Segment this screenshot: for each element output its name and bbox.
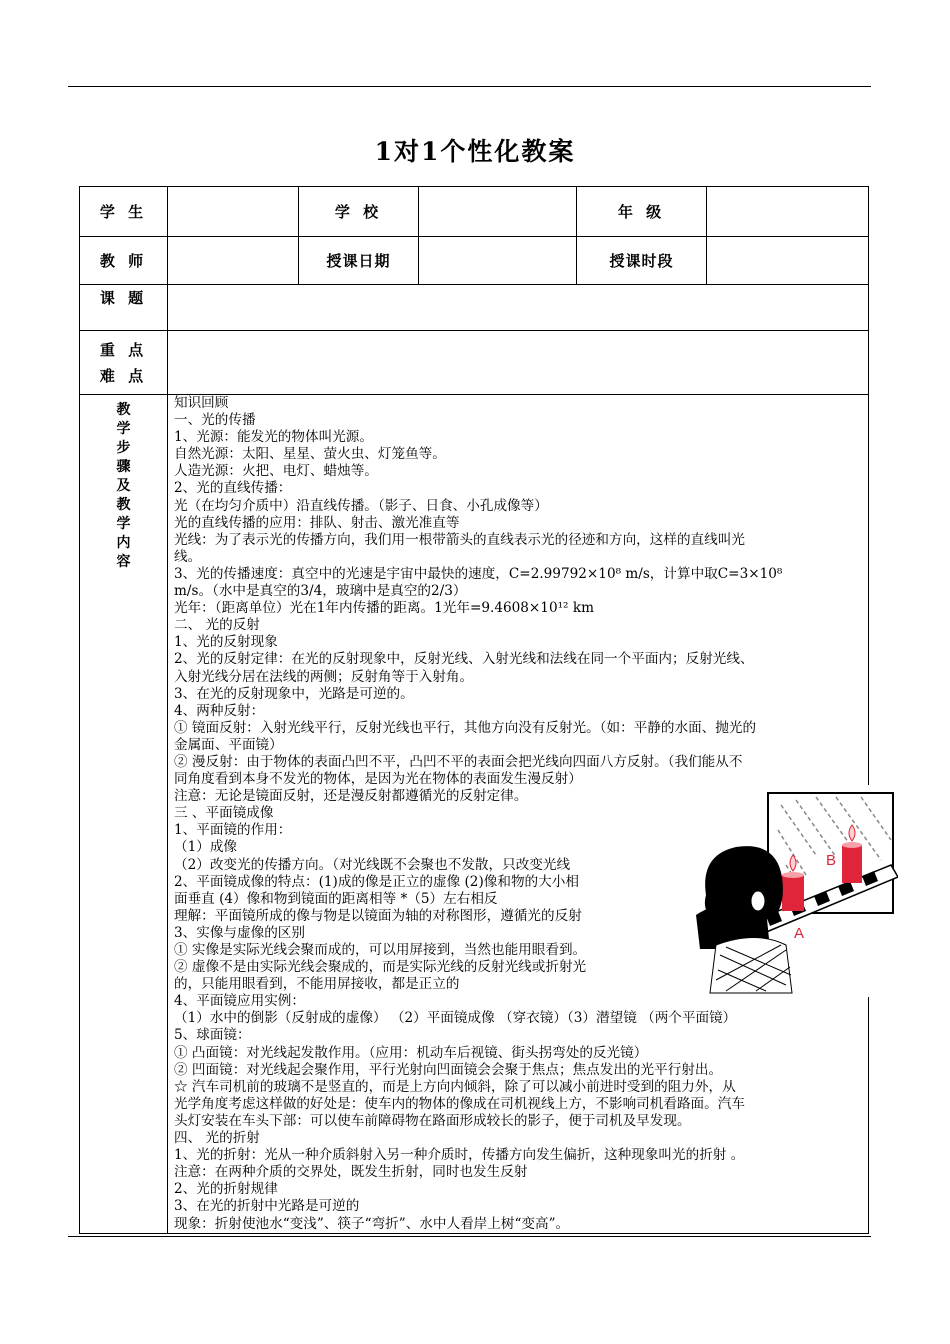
footer-rule: [68, 1236, 871, 1237]
content-line: 光的直线传播的应用：排队、射击、激光准直等: [174, 514, 460, 531]
info-row-1: [80, 187, 869, 237]
content-line: 5、球面镜：: [174, 1027, 251, 1044]
key-points-field[interactable]: [168, 331, 869, 395]
content-line: 金属面、平面镜）: [174, 736, 283, 753]
grade-field[interactable]: [707, 187, 869, 237]
teacher-field[interactable]: [168, 237, 299, 285]
page-title: 1对1个性化教案: [374, 137, 576, 166]
topic-row: [80, 285, 869, 331]
student-field[interactable]: [168, 187, 299, 237]
content-line: 头灯安装在车头下部：可以使车前障碍物在路面形成较长的影子，便于司机及早发现。: [174, 1112, 691, 1129]
content-line: 二、 光的反射: [174, 617, 260, 634]
content-line: 3、在光的折射中光路是可逆的: [174, 1198, 360, 1215]
content-line: 光学角度考虑这样做的好处是：使车内的物体的像成在司机视线上方，不影响司机看路面。汽车: [174, 1095, 745, 1112]
content-line: 四、 光的折射: [174, 1130, 260, 1147]
content-line: ① 实像是实际光线会聚而成的，可以用屏接到，当然也能用眼看到。: [174, 942, 587, 958]
mirror-illustration: [686, 785, 898, 997]
content-line: 同角度看到本身不发光的物体，是因为光在物体的表面发生漫反射）: [174, 771, 582, 788]
label-a: A: [794, 925, 805, 942]
label-b: B: [826, 852, 837, 869]
content-line: 知识回顾: [174, 395, 229, 411]
content-line: 入射光线分居在法线的两侧；反射角等于入射角。: [174, 668, 474, 685]
content-line: 光线：为了表示光的传播方向，我们用一根带箭头的直线表示光的径迹和方向，这样的直线叫光: [174, 531, 745, 548]
info-row-2: [80, 237, 869, 285]
content-line: ② 漫反射：由于物体的表面凸凹不平，凸凹不平的表面会把光线向四面八方反射。（我们能从不: [174, 753, 743, 770]
content-line: 2、光的折射规律: [174, 1181, 278, 1198]
content-line: 1、光的反射现象: [174, 634, 278, 651]
school-field[interactable]: [419, 187, 577, 237]
content-line: 注意：在两种介质的交界处，既发生折射，同时也发生反射: [174, 1164, 528, 1181]
key-points-label: [80, 331, 168, 395]
key-label-top: 重 点: [99, 340, 148, 359]
content-line: 注意：无论是镜面反射，还是漫反射都遵循光的反射定律。: [174, 788, 528, 805]
steps-label: 教学步骤及教学内容: [116, 402, 131, 570]
school-label: 学 校: [299, 187, 419, 237]
content-line: 一、光的传播: [174, 412, 256, 429]
content-line: 线。: [174, 548, 202, 565]
content-line: 3、光的传播速度：真空中的光速是宇宙中最快的速度，C=2.99792×10⁸ m/s，计算中取C=3×10⁸: [174, 565, 783, 582]
period-field[interactable]: [707, 237, 869, 285]
header-rule: [68, 86, 871, 87]
candle-b: [842, 845, 862, 883]
content-line: 现象：折射使池水“变浅”、筷子“弯折”、水中人看岸上树“变高”。: [174, 1215, 570, 1232]
content-line: （1）水中的倒影（反射成的虚像） （2）平面镜成像 （穿衣镜）（3）潜望镜 （两个平面镜）: [174, 1010, 737, 1027]
content-line: ② 虚像不是由实际光线会聚成的，而是实际光线的反射光线或折射光: [174, 959, 587, 976]
observer-ear: [751, 891, 765, 911]
content-line: 三 、平面镜成像: [174, 805, 274, 822]
content-line: 3、在光的反射现象中，光路是可逆的。: [174, 685, 414, 702]
key-points-row: [80, 331, 869, 395]
key-label-bottom: 难 点: [99, 366, 148, 385]
content-line: 自然光源：太阳、星星、萤火虫、灯笼鱼等。: [174, 446, 446, 463]
student-label: 学 生: [80, 187, 168, 237]
mirror-experiment-figure: [686, 785, 898, 997]
content-line: 光（在均匀介质中）沿直线传播。（影子、日食、小孔成像等）: [174, 497, 548, 514]
grade-label: 年 级: [577, 187, 707, 237]
topic-label: 课 题: [80, 285, 168, 331]
content-line: ① 凸面镜：对光线起发散作用。（应用：机动车后视镜、街头拐弯处的反光镜）: [174, 1044, 648, 1061]
content-line: 2、光的反射定律：在光的反射现象中，反射光线、入射光线和法线在同一个平面内；反射光线、: [174, 651, 754, 668]
content-line: ☆ 汽车司机前的玻璃不是竖直的，而是上方向内倾斜，除了可以减小前进时受到的阻力外，从: [174, 1078, 736, 1095]
content-line: 4、平面镜应用实例：: [174, 993, 305, 1010]
content-line: 4、两种反射：: [174, 702, 265, 719]
content-line: 理解：平面镜所成的像与物是以镜面为轴的对称图形，遵循光的反射: [174, 907, 582, 924]
teacher-label: 教 师: [80, 237, 168, 285]
content-line: （1）成像: [174, 839, 238, 856]
content-line: 面垂直 (4）像和物到镜面的距离相等 *（5）左右相反: [174, 890, 498, 907]
date-field[interactable]: [419, 237, 577, 285]
content-line: ② 凹面镜：对光线起会聚作用，平行光射向凹面镜会会聚于焦点；焦点发出的光平行射出。: [174, 1061, 723, 1078]
date-label: 授课日期: [299, 237, 419, 285]
candle-a: [782, 875, 804, 911]
content-line: （2）改变光的传播方向。（对光线既不会聚也不发散，只改变光线: [174, 856, 571, 873]
content-line: 光年：（距离单位）光在1年内传播的距离。1光年=9.4608×10¹² km: [174, 600, 594, 617]
content-line: 1、光源：能发光的物体叫光源。: [174, 429, 373, 446]
topic-field[interactable]: [168, 285, 869, 331]
content-line: 1、光的折射：光从一种介质斜射入另一种介质时，传播方向发生偏折，这种现象叫光的折射 。: [174, 1147, 745, 1164]
content-line: 人造光源：火把、电灯、蜡烛等。: [174, 463, 378, 480]
candle-a-top: [782, 872, 804, 878]
content-line: m/s。（水中是真空的3/4，玻璃中是真空的2/3）: [174, 583, 467, 600]
steps-label-cell: [80, 395, 168, 1234]
content-line: ① 镜面反射：入射光线平行，反射光线也平行，其他方向没有反射光。（如：平静的水面、抛光的: [174, 719, 757, 736]
lesson-plan-table: [79, 186, 869, 1234]
period-label: 授课时段: [577, 237, 707, 285]
content-line: 3、实像与虚像的区别: [174, 924, 305, 941]
candle-b-top: [842, 842, 862, 848]
content-line: 2、平面镜成像的特点：(1)成的像是正立的虚像 (2)像和物的大小相: [174, 873, 579, 890]
content-line: 的，只能用眼看到，不能用屏接收，都是正立的: [174, 976, 460, 993]
content-line: 1、平面镜的作用：: [174, 822, 292, 839]
content-line: 2、光的直线传播：: [174, 480, 292, 497]
